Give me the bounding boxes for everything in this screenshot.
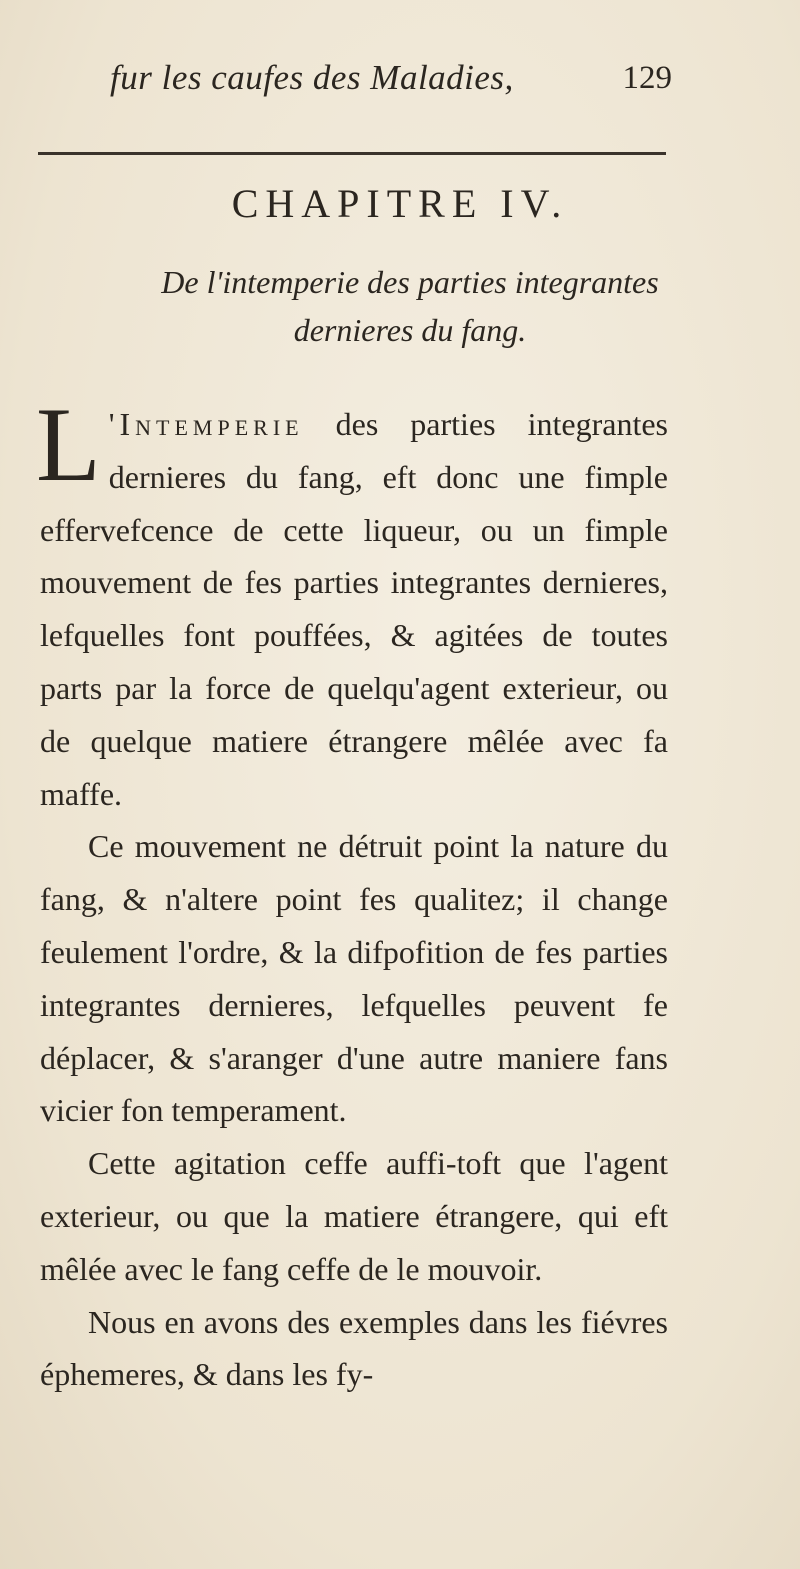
drop-cap: L bbox=[36, 386, 101, 503]
running-title: fur les caufes des Maladies, bbox=[110, 58, 514, 97]
paragraph-2: Ce mouvement ne détruit point la nature du fang, & n'altere point fes qualitez; il change feulement l'ordre, & la difpofition de fes parties integrantes dernieres, lefquelles peuvent fe déplacer, & s'aranger d'une autre maniere fans vicier fon temperament. bbox=[40, 828, 668, 1129]
opening-word: 'Intemperie bbox=[108, 406, 304, 442]
page-number: 129 bbox=[622, 60, 672, 96]
chapter-heading: CHAPITRE IV. bbox=[231, 181, 569, 226]
body-text bbox=[36, 386, 668, 1401]
paragraph-4: Nous en avons des exemples dans les fiévres éphemeres, & dans les fy- bbox=[40, 1303, 668, 1393]
paragraph-1 bbox=[36, 386, 668, 820]
paragraph-1-text: des parties integrantes dernieres du fang, eft donc une fimple effervefcence de cette liqueur, ou un fimple mouvement de fes parties integrantes dernieres, lefquelles font pouffées, & agitées de toutes parts par la force de quelqu'agent exterieur, ou de quelque matiere étrangere mêlée avec fa maffe. bbox=[40, 406, 668, 812]
running-head bbox=[110, 58, 670, 108]
paragraph-3: Cette agitation ceffe auffi-toft que l'agent exterieur, ou que la matiere étrangere, qui eft mêlée avec le fang ceffe de le mouvoir. bbox=[40, 1145, 668, 1287]
chapter-subtitle: De l'intemperie des parties integrantes dernieres du fang. bbox=[161, 264, 659, 348]
header-rule bbox=[38, 152, 666, 155]
